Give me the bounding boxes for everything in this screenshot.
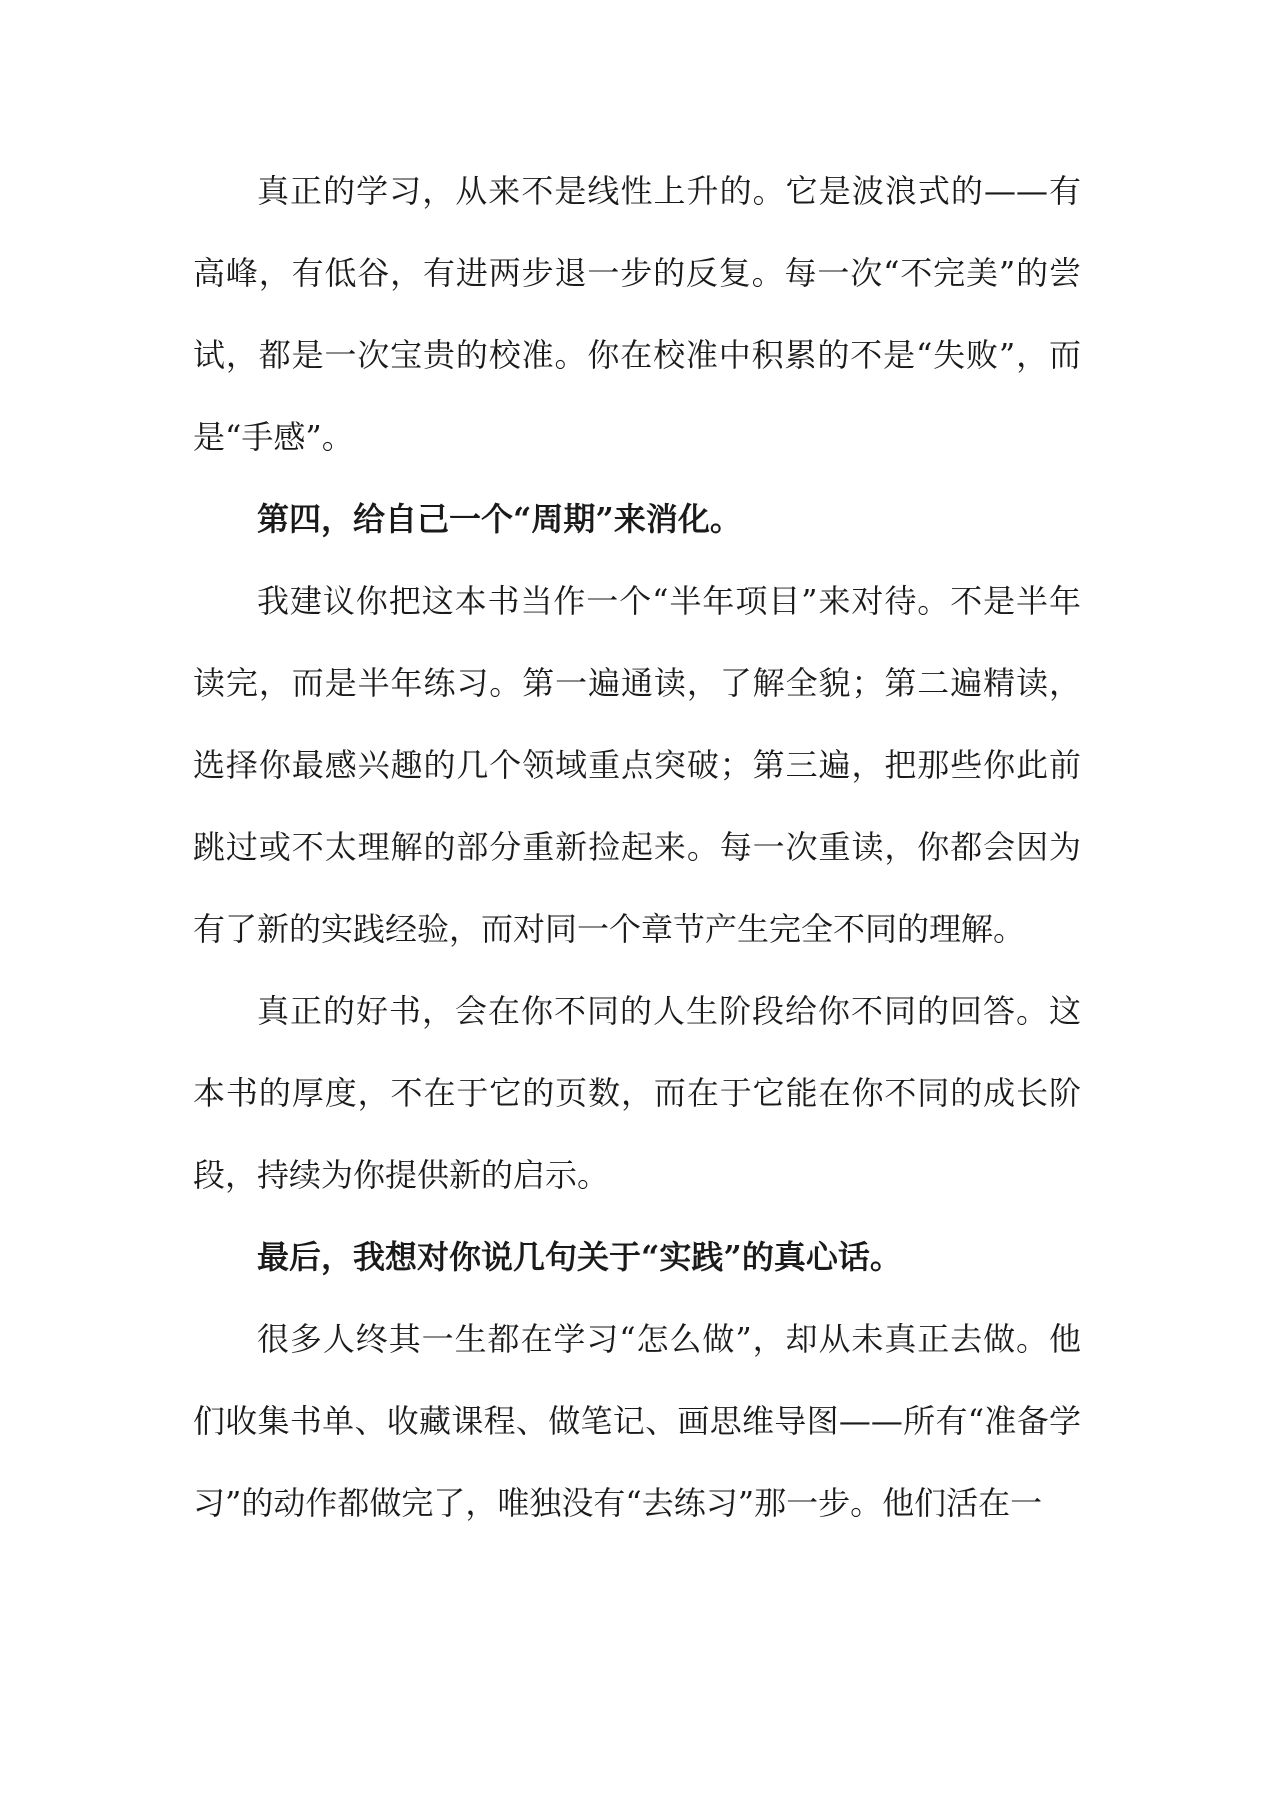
paragraph-learning-waves: 真正的学习，从来不是线性上升的。它是波浪式的——有高峰，有低谷，有进两步退一步的反复。每一次“不完美”的尝试，都是一次宝贵的校准。你在校准中积累的不是“失败”，而是“手感”。: [193, 172, 1081, 456]
paragraph-never-do: 很多人终其一生都在学习“怎么做”，却从未真正去做。他们收集书单、收藏课程、做笔记、画思维导图——所有“准备学习”的动作都做完了，唯独没有“去练习”那一步。他们活在一: [193, 1320, 1081, 1522]
heading-fourth-cycle: 第四，给自己一个“周期”来消化。: [257, 500, 742, 538]
heading-practice: 最后，我想对你说几句关于“实践”的真心话。: [257, 1238, 902, 1276]
paragraph-good-book: 真正的好书，会在你不同的人生阶段给你不同的回答。这本书的厚度，不在于它的页数，而在于它能在你不同的成长阶段，持续为你提供新的启示。: [193, 992, 1081, 1194]
paragraph-half-year-project: 我建议你把这本书当作一个“半年项目”来对待。不是半年读完，而是半年练习。第一遍通读，了解全貌；第二遍精读，选择你最感兴趣的几个领域重点突破；第三遍，把那些你此前跳过或不太理解的部分重新捡起来。每一次重读，你都会因为有了新的实践经验，而对同一个章节产生完全不同的理解。: [193, 582, 1081, 948]
page-body: [193, 150, 1081, 1544]
